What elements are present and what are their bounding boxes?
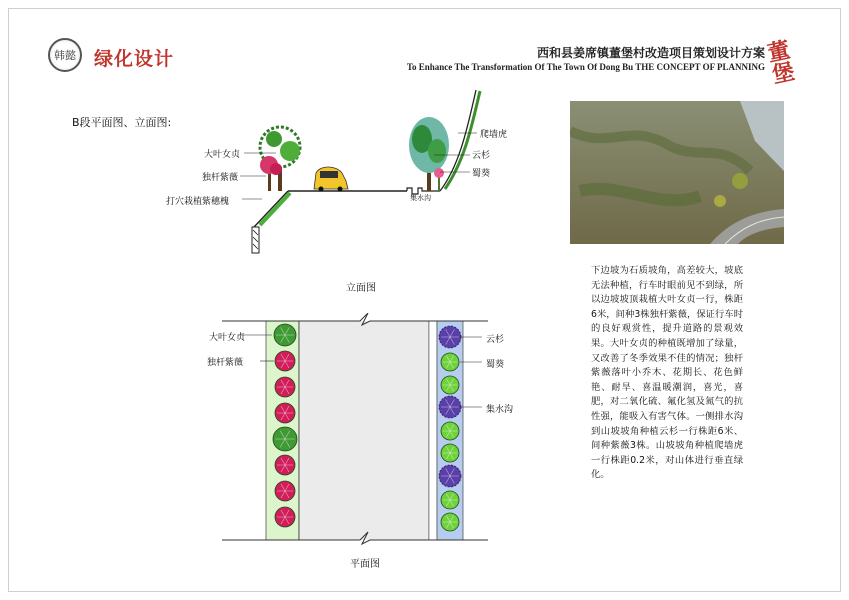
hollyhock-plan-plant bbox=[441, 491, 459, 509]
ditch-plan bbox=[429, 321, 437, 540]
elev-label-ditch: 集水沟 bbox=[410, 194, 431, 202]
elevation-drawing bbox=[150, 85, 510, 285]
elev-label-ligustrum: 大叶女贞 bbox=[204, 150, 241, 160]
crape-plan-tree bbox=[275, 481, 295, 501]
plan-label-ditch: 集水沟 bbox=[486, 405, 514, 415]
cedar-plan-tree bbox=[439, 326, 461, 348]
cedar-plan-tree bbox=[439, 396, 461, 418]
plan-label-ligustrum: 大叶女贞 bbox=[209, 333, 246, 343]
plan-label-hollyhock: 蜀葵 bbox=[486, 360, 505, 370]
brand-calligraphy: 董堡 bbox=[765, 36, 797, 89]
project-title-en: To Enhance The Transformation Of The Town Of Dong Bu THE CONCEPT OF PLANNING bbox=[406, 62, 765, 72]
ligustrum-plan-tree bbox=[274, 324, 296, 346]
plan-drawing bbox=[210, 313, 500, 551]
sophora-shrubs bbox=[260, 193, 290, 225]
plan-label-cedar: 云杉 bbox=[486, 335, 505, 345]
car-icon bbox=[314, 167, 348, 192]
ligustrum-plan-tree bbox=[273, 427, 297, 451]
crape-plan-tree bbox=[275, 455, 295, 475]
design-description: 下边坡为石质坡角，高差较大，坡底无法种植，行车时眼前见不到绿，所以边坡坡顶栽植大叶女贞一行，株距6米，间种3株独杆紫薇，保证行车时的良好观赏性，提升道路的景观效果。大叶女贞的种植既增加了绿量，又改善了冬季效果不佳的情况；独杆紫薇落叶小乔木、花期长、花色鲜艳、耐旱、喜温暖潮润，喜光，喜肥，对二氧化硫、氟化氢及氮气的抗性强，能吸入有害气体。一侧排水沟到山坡坡角种植云杉一行株距6米、间种紫薇3株。山坡坡角种植爬墙虎一行株距0.2米，对山体进行垂直绿化。 bbox=[591, 265, 743, 481]
elev-label-sophora: 打穴栽植紫穗槐 bbox=[166, 197, 230, 207]
crape-plan-tree bbox=[275, 377, 295, 397]
elev-label-cedar: 云杉 bbox=[472, 151, 491, 161]
slope-line bbox=[254, 191, 288, 227]
elev-label-hollyhock: 蜀葵 bbox=[472, 169, 491, 179]
crape-plan-tree bbox=[275, 351, 295, 371]
drawing-subtitle: B段平面图、立面图: bbox=[72, 116, 172, 129]
crape-plan-tree bbox=[275, 403, 295, 423]
section-title: 绿化设计 bbox=[94, 48, 175, 70]
crape-plan-tree bbox=[275, 507, 295, 527]
hollyhock-plan-plant bbox=[441, 422, 459, 440]
plan-label-crape: 独杆紫薇 bbox=[207, 358, 244, 368]
project-title: 西和县姜席镇董堡村改造项目策划设计方案 bbox=[536, 46, 765, 60]
hollyhock-plan-plant bbox=[441, 353, 459, 371]
elev-label-crape: 独杆紫薇 bbox=[202, 173, 239, 183]
hollyhock-plan-plant bbox=[441, 376, 459, 394]
logo-text: 韩懿 bbox=[54, 49, 76, 62]
hollyhock-plan-plant bbox=[441, 513, 459, 531]
road-plan bbox=[299, 321, 429, 540]
site-photo bbox=[570, 101, 784, 244]
hollyhock-plan-plant bbox=[441, 444, 459, 462]
plan-caption: 平面图 bbox=[350, 559, 380, 570]
cedar-plan-tree bbox=[439, 465, 461, 487]
elev-label-creeper: 爬墙虎 bbox=[480, 130, 508, 140]
cedar-tree-elevation bbox=[409, 117, 449, 191]
elevation-caption: 立面图 bbox=[346, 283, 376, 294]
logo-seal bbox=[48, 38, 82, 72]
